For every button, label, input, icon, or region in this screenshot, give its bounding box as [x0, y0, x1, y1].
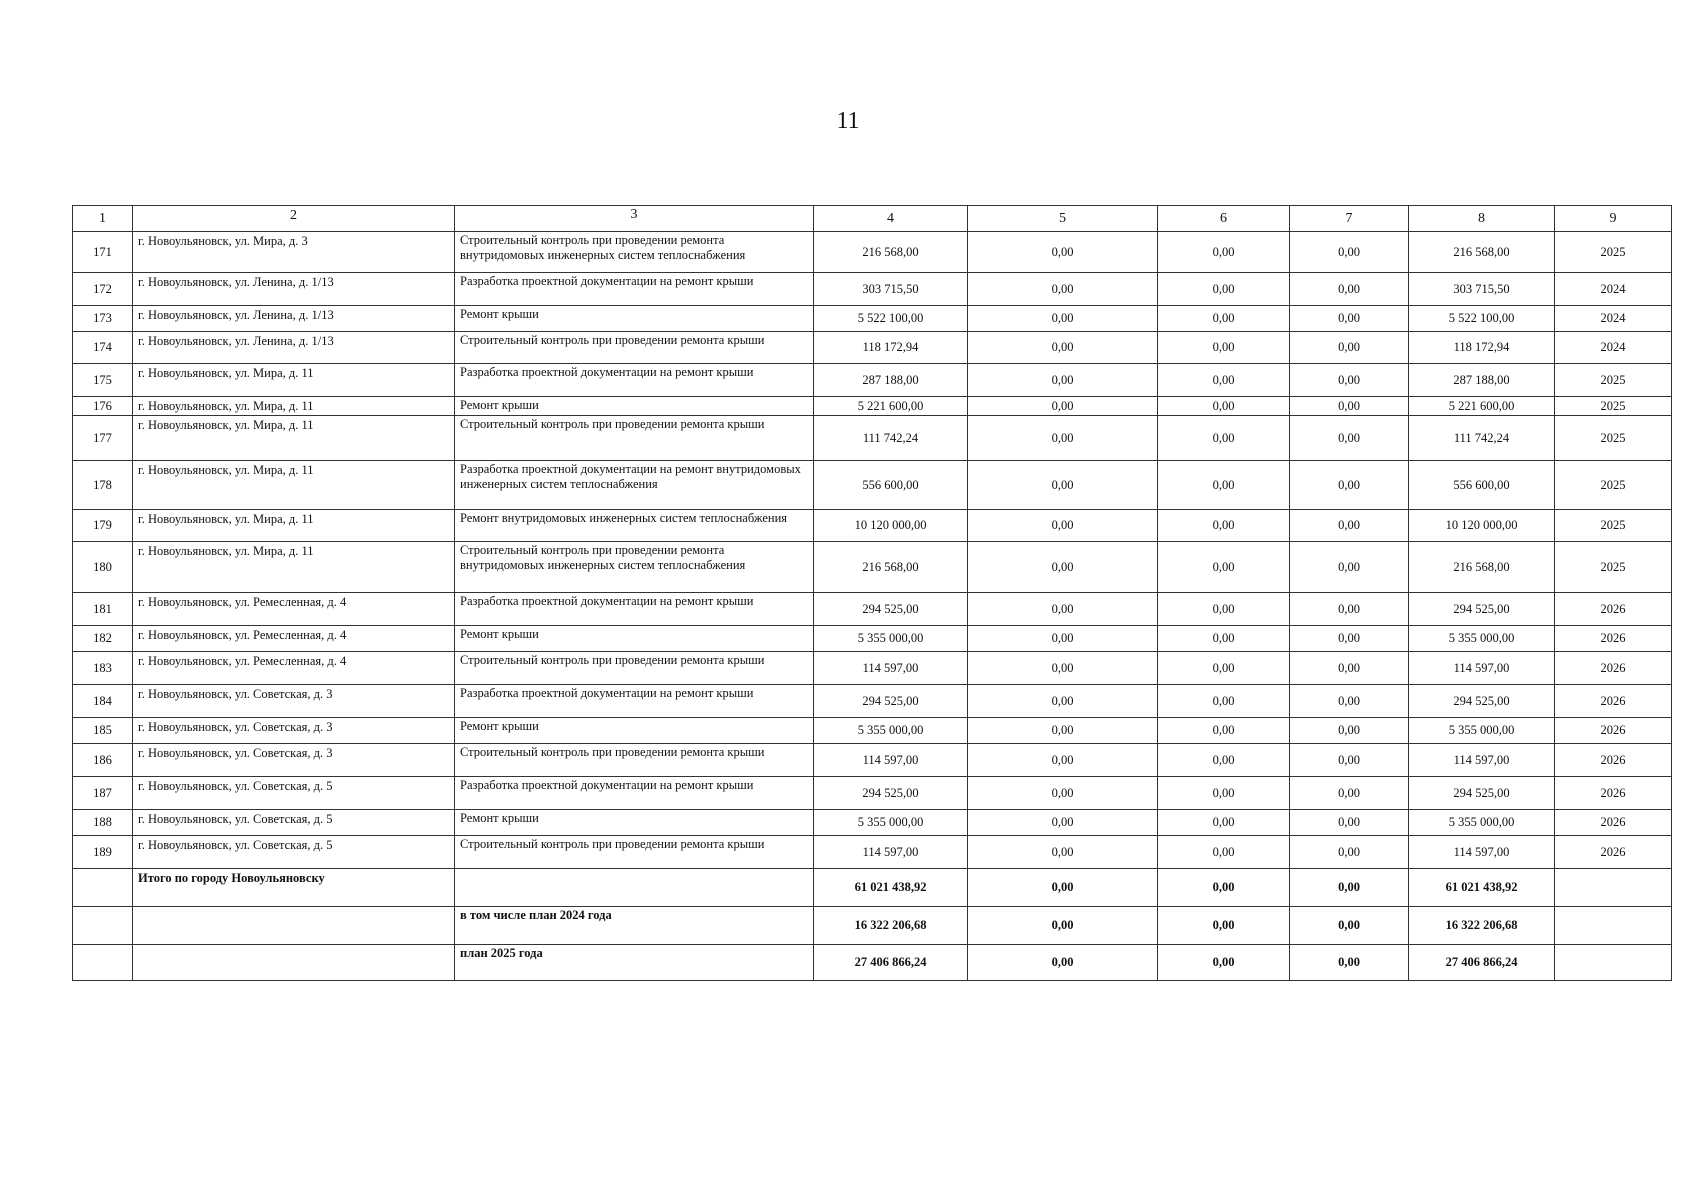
year-cell: 2025: [1555, 364, 1672, 397]
total-owners-cell: 16 322 206,68: [1409, 907, 1555, 945]
work-type-cell: Строительный контроль при проведении ремонта крыши: [455, 416, 814, 461]
owners-funds-cell: 5 522 100,00: [1409, 306, 1555, 332]
owners-funds-cell: 114 597,00: [1409, 836, 1555, 869]
column-header-6: 6: [1158, 206, 1290, 232]
fund-cell: 0,00: [968, 718, 1158, 744]
table-row: [73, 718, 1672, 744]
address-cell: г. Новоульяновск, ул. Советская, д. 3: [133, 744, 455, 777]
fund-cell: 0,00: [968, 626, 1158, 652]
table-body: [73, 232, 1672, 981]
row-number: 174: [73, 332, 133, 364]
page-number: 11: [836, 108, 860, 134]
work-type-cell: Строительный контроль при проведении ремонта крыши: [455, 652, 814, 685]
row-number: 187: [73, 777, 133, 810]
regional-budget-cell: 0,00: [1158, 836, 1290, 869]
total-cost-cell: 16 322 206,68: [814, 907, 968, 945]
year-cell: 2026: [1555, 652, 1672, 685]
local-budget-cell: 0,00: [1290, 306, 1409, 332]
total-cost-cell: 287 188,00: [814, 364, 968, 397]
work-type-cell: Строительный контроль при проведении ремонта крыши: [455, 332, 814, 364]
owners-funds-cell: 114 597,00: [1409, 652, 1555, 685]
column-header-3: 3: [455, 206, 814, 232]
regional-budget-cell: 0,00: [1158, 397, 1290, 416]
local-budget-cell: 0,00: [1290, 626, 1409, 652]
table-row: [73, 306, 1672, 332]
total-local-cell: 0,00: [1290, 869, 1409, 907]
local-budget-cell: 0,00: [1290, 332, 1409, 364]
address-cell: г. Новоульяновск, ул. Мира, д. 11: [133, 542, 455, 593]
table-row: [73, 332, 1672, 364]
year-cell: 2026: [1555, 685, 1672, 718]
owners-funds-cell: 294 525,00: [1409, 777, 1555, 810]
address-cell: г. Новоульяновск, ул. Мира, д. 11: [133, 510, 455, 542]
owners-funds-cell: 303 715,50: [1409, 273, 1555, 306]
local-budget-cell: 0,00: [1290, 685, 1409, 718]
total-sublabel-cell: в том числе план 2024 года: [455, 907, 814, 945]
owners-funds-cell: 556 600,00: [1409, 461, 1555, 510]
regional-budget-cell: 0,00: [1158, 273, 1290, 306]
total-cost-cell: 294 525,00: [814, 593, 968, 626]
fund-cell: 0,00: [968, 461, 1158, 510]
year-cell: 2024: [1555, 306, 1672, 332]
fund-cell: 0,00: [968, 510, 1158, 542]
table-row: [73, 652, 1672, 685]
local-budget-cell: 0,00: [1290, 232, 1409, 273]
table-row: [73, 397, 1672, 416]
total-empty-cell: [1555, 945, 1672, 981]
fund-cell: 0,00: [968, 416, 1158, 461]
work-type-cell: Разработка проектной документации на ремонт внутридомовых инженерных систем теплоснабжения: [455, 461, 814, 510]
local-budget-cell: 0,00: [1290, 836, 1409, 869]
address-cell: г. Новоульяновск, ул. Ленина, д. 1/13: [133, 273, 455, 306]
local-budget-cell: 0,00: [1290, 542, 1409, 593]
regional-budget-cell: 0,00: [1158, 332, 1290, 364]
table-row: [73, 744, 1672, 777]
total-regional-cell: 0,00: [1158, 907, 1290, 945]
owners-funds-cell: 216 568,00: [1409, 542, 1555, 593]
work-type-cell: Строительный контроль при проведении ремонта внутридомовых инженерных систем теплоснабжения: [455, 542, 814, 593]
column-header-7: 7: [1290, 206, 1409, 232]
row-number: 172: [73, 273, 133, 306]
work-type-cell: Разработка проектной документации на ремонт крыши: [455, 593, 814, 626]
fund-cell: 0,00: [968, 685, 1158, 718]
owners-funds-cell: 10 120 000,00: [1409, 510, 1555, 542]
row-number: 182: [73, 626, 133, 652]
table-row: [73, 810, 1672, 836]
row-number: 171: [73, 232, 133, 273]
fund-cell: 0,00: [968, 397, 1158, 416]
local-budget-cell: 0,00: [1290, 810, 1409, 836]
total-fund-cell: 0,00: [968, 907, 1158, 945]
regional-budget-cell: 0,00: [1158, 232, 1290, 273]
total-empty-cell: [1555, 907, 1672, 945]
address-cell: г. Новоульяновск, ул. Мира, д. 11: [133, 461, 455, 510]
fund-cell: 0,00: [968, 542, 1158, 593]
total-cost-cell: 118 172,94: [814, 332, 968, 364]
total-label-cell: [133, 945, 455, 981]
total-cost-cell: 10 120 000,00: [814, 510, 968, 542]
owners-funds-cell: 5 221 600,00: [1409, 397, 1555, 416]
row-number: 176: [73, 397, 133, 416]
total-regional-cell: 0,00: [1158, 869, 1290, 907]
year-cell: 2026: [1555, 836, 1672, 869]
repair-plan-table: [72, 205, 1672, 981]
owners-funds-cell: 294 525,00: [1409, 685, 1555, 718]
fund-cell: 0,00: [968, 364, 1158, 397]
total-row: [73, 945, 1672, 981]
year-cell: 2026: [1555, 777, 1672, 810]
fund-cell: 0,00: [968, 232, 1158, 273]
local-budget-cell: 0,00: [1290, 416, 1409, 461]
regional-budget-cell: 0,00: [1158, 685, 1290, 718]
address-cell: г. Новоульяновск, ул. Ленина, д. 1/13: [133, 306, 455, 332]
fund-cell: 0,00: [968, 652, 1158, 685]
total-cost-cell: 111 742,24: [814, 416, 968, 461]
regional-budget-cell: 0,00: [1158, 626, 1290, 652]
total-cost-cell: 5 355 000,00: [814, 810, 968, 836]
column-header-8: 8: [1409, 206, 1555, 232]
total-cost-cell: 556 600,00: [814, 461, 968, 510]
total-cost-cell: 114 597,00: [814, 652, 968, 685]
row-number: 179: [73, 510, 133, 542]
work-type-cell: Разработка проектной документации на ремонт крыши: [455, 777, 814, 810]
table-row: [73, 542, 1672, 593]
column-header-1: 1: [73, 206, 133, 232]
total-label-cell: [133, 907, 455, 945]
work-type-cell: Ремонт крыши: [455, 626, 814, 652]
table-row: [73, 273, 1672, 306]
owners-funds-cell: 5 355 000,00: [1409, 718, 1555, 744]
regional-budget-cell: 0,00: [1158, 810, 1290, 836]
fund-cell: 0,00: [968, 836, 1158, 869]
address-cell: г. Новоульяновск, ул. Ремесленная, д. 4: [133, 593, 455, 626]
fund-cell: 0,00: [968, 777, 1158, 810]
work-type-cell: Ремонт крыши: [455, 397, 814, 416]
regional-budget-cell: 0,00: [1158, 364, 1290, 397]
local-budget-cell: 0,00: [1290, 397, 1409, 416]
address-cell: г. Новоульяновск, ул. Ремесленная, д. 4: [133, 626, 455, 652]
total-cost-cell: 5 355 000,00: [814, 718, 968, 744]
row-number: 183: [73, 652, 133, 685]
local-budget-cell: 0,00: [1290, 744, 1409, 777]
regional-budget-cell: 0,00: [1158, 593, 1290, 626]
address-cell: г. Новоульяновск, ул. Ремесленная, д. 4: [133, 652, 455, 685]
column-header-9: 9: [1555, 206, 1672, 232]
total-cost-cell: 303 715,50: [814, 273, 968, 306]
owners-funds-cell: 294 525,00: [1409, 593, 1555, 626]
table-row: [73, 510, 1672, 542]
total-cost-cell: 27 406 866,24: [814, 945, 968, 981]
work-type-cell: Ремонт крыши: [455, 810, 814, 836]
address-cell: г. Новоульяновск, ул. Мира, д. 11: [133, 364, 455, 397]
fund-cell: 0,00: [968, 593, 1158, 626]
row-number: 188: [73, 810, 133, 836]
total-regional-cell: 0,00: [1158, 945, 1290, 981]
total-cost-cell: 216 568,00: [814, 542, 968, 593]
regional-budget-cell: 0,00: [1158, 416, 1290, 461]
year-cell: 2025: [1555, 542, 1672, 593]
row-number: 180: [73, 542, 133, 593]
total-empty-cell: [73, 945, 133, 981]
column-header-4: 4: [814, 206, 968, 232]
regional-budget-cell: 0,00: [1158, 542, 1290, 593]
owners-funds-cell: 118 172,94: [1409, 332, 1555, 364]
total-empty-cell: [73, 869, 133, 907]
table-header-row: [73, 206, 1672, 232]
year-cell: 2024: [1555, 332, 1672, 364]
owners-funds-cell: 5 355 000,00: [1409, 626, 1555, 652]
local-budget-cell: 0,00: [1290, 652, 1409, 685]
regional-budget-cell: 0,00: [1158, 306, 1290, 332]
local-budget-cell: 0,00: [1290, 364, 1409, 397]
work-type-cell: Ремонт крыши: [455, 718, 814, 744]
total-cost-cell: 216 568,00: [814, 232, 968, 273]
address-cell: г. Новоульяновск, ул. Советская, д. 5: [133, 810, 455, 836]
table-row: [73, 232, 1672, 273]
local-budget-cell: 0,00: [1290, 777, 1409, 810]
year-cell: 2026: [1555, 810, 1672, 836]
work-type-cell: Ремонт внутридомовых инженерных систем теплоснабжения: [455, 510, 814, 542]
table-row: [73, 777, 1672, 810]
address-cell: г. Новоульяновск, ул. Мира, д. 11: [133, 416, 455, 461]
row-number: 184: [73, 685, 133, 718]
table-row: [73, 626, 1672, 652]
total-sublabel-cell: план 2025 года: [455, 945, 814, 981]
row-number: 181: [73, 593, 133, 626]
row-number: 186: [73, 744, 133, 777]
total-cost-cell: 5 355 000,00: [814, 626, 968, 652]
total-cost-cell: 114 597,00: [814, 836, 968, 869]
column-header-2: 2: [133, 206, 455, 232]
column-header-5: 5: [968, 206, 1158, 232]
owners-funds-cell: 5 355 000,00: [1409, 810, 1555, 836]
address-cell: г. Новоульяновск, ул. Мира, д. 11: [133, 397, 455, 416]
table-row: [73, 364, 1672, 397]
year-cell: 2026: [1555, 593, 1672, 626]
owners-funds-cell: 287 188,00: [1409, 364, 1555, 397]
table-row: [73, 685, 1672, 718]
fund-cell: 0,00: [968, 332, 1158, 364]
year-cell: 2025: [1555, 232, 1672, 273]
total-cost-cell: 294 525,00: [814, 777, 968, 810]
local-budget-cell: 0,00: [1290, 718, 1409, 744]
table-row: [73, 836, 1672, 869]
total-cost-cell: 5 522 100,00: [814, 306, 968, 332]
owners-funds-cell: 114 597,00: [1409, 744, 1555, 777]
address-cell: г. Новоульяновск, ул. Мира, д. 3: [133, 232, 455, 273]
owners-funds-cell: 216 568,00: [1409, 232, 1555, 273]
work-type-cell: Строительный контроль при проведении ремонта внутридомовых инженерных систем теплоснабжения: [455, 232, 814, 273]
year-cell: 2025: [1555, 461, 1672, 510]
address-cell: г. Новоульяновск, ул. Советская, д. 5: [133, 777, 455, 810]
local-budget-cell: 0,00: [1290, 510, 1409, 542]
regional-budget-cell: 0,00: [1158, 510, 1290, 542]
fund-cell: 0,00: [968, 810, 1158, 836]
total-local-cell: 0,00: [1290, 945, 1409, 981]
table-row: [73, 593, 1672, 626]
table-row: [73, 461, 1672, 510]
fund-cell: 0,00: [968, 273, 1158, 306]
total-cost-cell: 61 021 438,92: [814, 869, 968, 907]
work-type-cell: Строительный контроль при проведении ремонта крыши: [455, 744, 814, 777]
regional-budget-cell: 0,00: [1158, 461, 1290, 510]
total-empty-cell: [73, 907, 133, 945]
row-number: 178: [73, 461, 133, 510]
work-type-cell: Ремонт крыши: [455, 306, 814, 332]
row-number: 177: [73, 416, 133, 461]
total-row: [73, 869, 1672, 907]
table-row: [73, 416, 1672, 461]
address-cell: г. Новоульяновск, ул. Ленина, д. 1/13: [133, 332, 455, 364]
work-type-cell: Строительный контроль при проведении ремонта крыши: [455, 836, 814, 869]
regional-budget-cell: 0,00: [1158, 718, 1290, 744]
total-fund-cell: 0,00: [968, 945, 1158, 981]
year-cell: 2026: [1555, 718, 1672, 744]
year-cell: 2024: [1555, 273, 1672, 306]
total-fund-cell: 0,00: [968, 869, 1158, 907]
regional-budget-cell: 0,00: [1158, 652, 1290, 685]
total-cost-cell: 114 597,00: [814, 744, 968, 777]
address-cell: г. Новоульяновск, ул. Советская, д. 3: [133, 685, 455, 718]
work-type-cell: Разработка проектной документации на ремонт крыши: [455, 273, 814, 306]
year-cell: 2025: [1555, 510, 1672, 542]
year-cell: 2026: [1555, 744, 1672, 777]
address-cell: г. Новоульяновск, ул. Советская, д. 3: [133, 718, 455, 744]
total-local-cell: 0,00: [1290, 907, 1409, 945]
work-type-cell: Разработка проектной документации на ремонт крыши: [455, 685, 814, 718]
total-row: [73, 907, 1672, 945]
regional-budget-cell: 0,00: [1158, 744, 1290, 777]
regional-budget-cell: 0,00: [1158, 777, 1290, 810]
year-cell: 2025: [1555, 416, 1672, 461]
row-number: 189: [73, 836, 133, 869]
address-cell: г. Новоульяновск, ул. Советская, д. 5: [133, 836, 455, 869]
total-cost-cell: 294 525,00: [814, 685, 968, 718]
local-budget-cell: 0,00: [1290, 593, 1409, 626]
total-empty-cell: [1555, 869, 1672, 907]
total-owners-cell: 27 406 866,24: [1409, 945, 1555, 981]
work-type-cell: Разработка проектной документации на ремонт крыши: [455, 364, 814, 397]
total-cost-cell: 5 221 600,00: [814, 397, 968, 416]
fund-cell: 0,00: [968, 306, 1158, 332]
fund-cell: 0,00: [968, 744, 1158, 777]
year-cell: 2026: [1555, 626, 1672, 652]
row-number: 173: [73, 306, 133, 332]
total-owners-cell: 61 021 438,92: [1409, 869, 1555, 907]
owners-funds-cell: 111 742,24: [1409, 416, 1555, 461]
total-label-cell: Итого по городу Новоульяновску: [133, 869, 455, 907]
row-number: 185: [73, 718, 133, 744]
local-budget-cell: 0,00: [1290, 461, 1409, 510]
year-cell: 2025: [1555, 397, 1672, 416]
row-number: 175: [73, 364, 133, 397]
total-sublabel-cell: [455, 869, 814, 907]
local-budget-cell: 0,00: [1290, 273, 1409, 306]
